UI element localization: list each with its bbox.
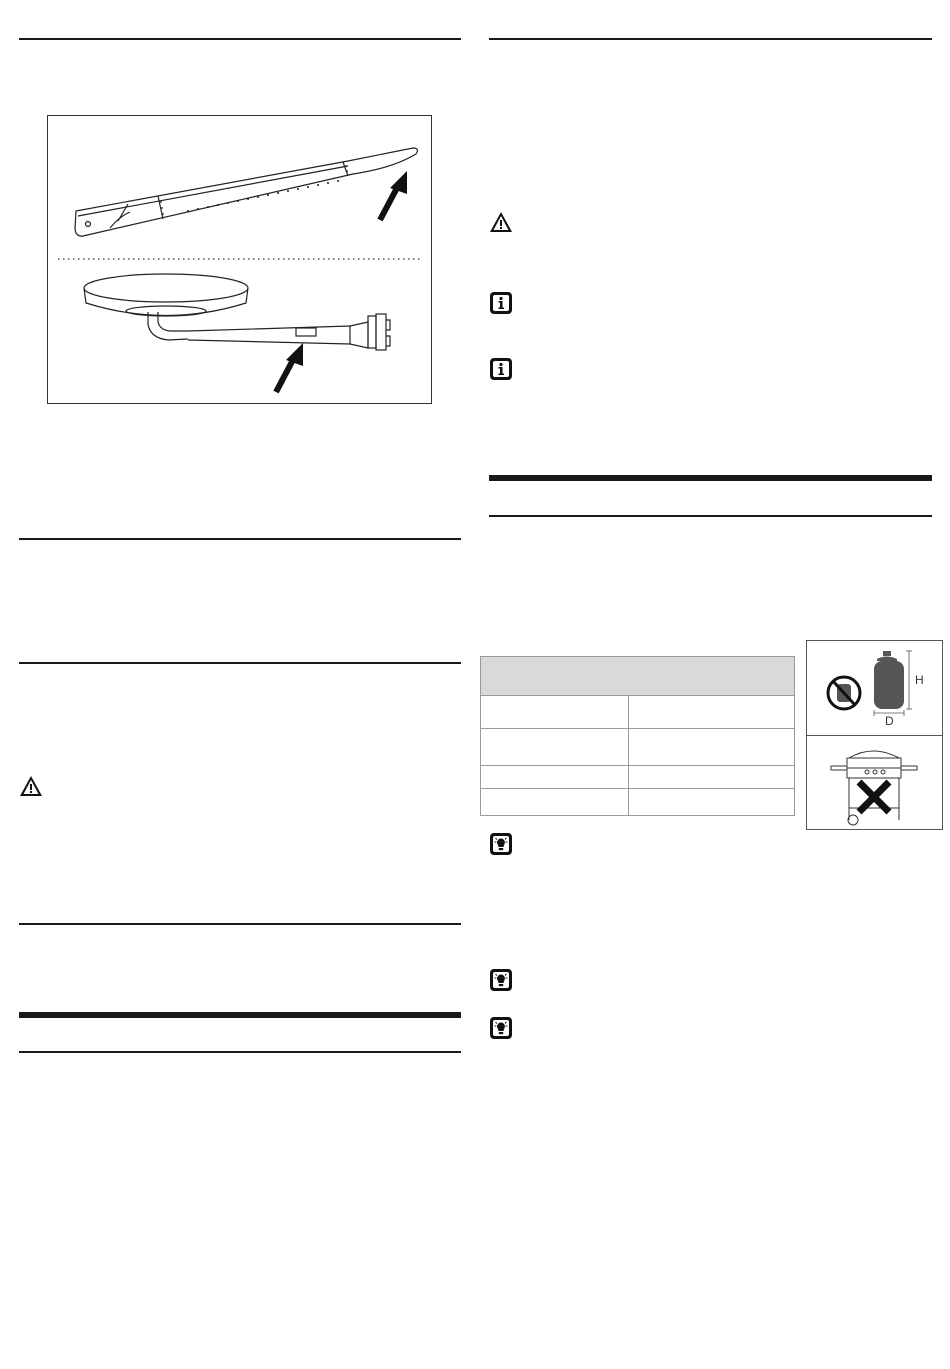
table-row [481,696,795,729]
info-icon [490,292,512,319]
diameter-label: D [885,714,894,728]
table-row [481,789,795,816]
burner-figure [47,115,432,404]
table-cell [481,729,629,766]
grill-no-cylinder-figure [806,735,943,830]
straight-burner-tube [75,148,417,236]
table-row [481,729,795,766]
gas-cylinder-figure [806,640,943,736]
section-rule-left-3 [19,662,461,664]
warning-triangle-icon [489,211,513,238]
section-rule-left-1 [19,38,461,40]
gas-cylinder-icon [807,641,942,735]
table-cell [481,766,629,789]
lightbulb-tip-icon [490,969,512,996]
warning-triangle-icon [19,775,43,802]
section-rule-right-2 [489,515,932,517]
arrow-lower [276,343,303,392]
burner-tube-diagram-icon [48,116,431,403]
table-row [481,766,795,789]
section-rule-left-4 [19,923,461,925]
table-cell [481,696,629,729]
section-rule-left-5 [19,1051,461,1053]
table-cell [629,789,795,816]
arrow-upper [380,171,407,220]
table-cell [481,789,629,816]
info-icon [490,358,512,385]
chapter-rule-right [489,475,932,481]
no-small-cylinder-symbol [828,677,860,709]
lightbulb-tip-icon [490,833,512,860]
gas-cylinder-table [480,656,795,816]
height-label: H [915,673,924,687]
round-burner [84,274,390,350]
grill-drawing [831,751,917,825]
section-rule-right-1 [489,38,932,40]
section-rule-left-2 [19,538,461,540]
table-header-cell [481,657,795,696]
lightbulb-tip-icon [490,1017,512,1044]
table-cell [629,696,795,729]
no-cylinder-under-grill-icon [807,736,942,829]
gas-cylinder [874,651,904,709]
table-cell [629,766,795,789]
table-cell [629,729,795,766]
chapter-rule-left [19,1012,461,1018]
table-header-row [481,657,795,696]
